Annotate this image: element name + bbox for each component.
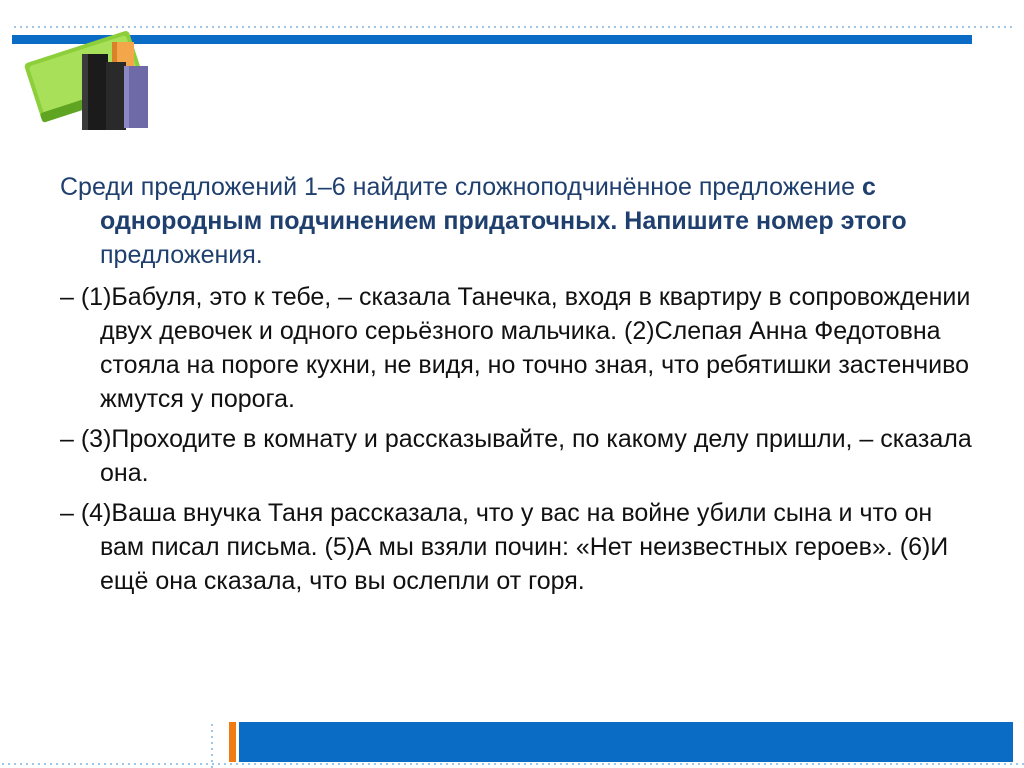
slide-content	[60, 170, 980, 604]
text-paragraph-1: – (1)Бабуля, это к тебе, – сказала Танечка, входя в квартиру в сопровождении двух девочек и одного серьёзного мальчика. (2)Слепая Анна Федотовна стояла на пороге кухни, не видя, но точно зная, что ребятишки застенчиво жмутся у порога.	[60, 283, 971, 413]
bottom-vertical-dotted-line	[211, 722, 213, 768]
bottom-orange-stripe	[229, 722, 236, 762]
question-text-bold: с однородным подчинением придаточных. Напишите номер этого	[100, 173, 907, 235]
books-icon	[20, 4, 180, 134]
bottom-accent-bar	[239, 722, 1013, 762]
text-paragraph-3: – (4)Ваша внучка Таня рассказала, что у вас на войне убили сына и что он вам писал письма. (5)А мы взяли почин: «Нет неизвестных героев». (6)И ещё она сказала, что вы ослепли от горя.	[60, 499, 949, 595]
bottom-dotted-line	[0, 763, 1024, 765]
question-text-start: Среди предложений 1–6 найдите сложноподчинённое предложение	[60, 173, 862, 201]
task-question	[60, 170, 980, 272]
question-text-end: предложения.	[100, 241, 263, 269]
text-paragraph-2: – (3)Проходите в комнату и рассказывайте, по какому делу пришли, – сказала она.	[60, 425, 972, 487]
